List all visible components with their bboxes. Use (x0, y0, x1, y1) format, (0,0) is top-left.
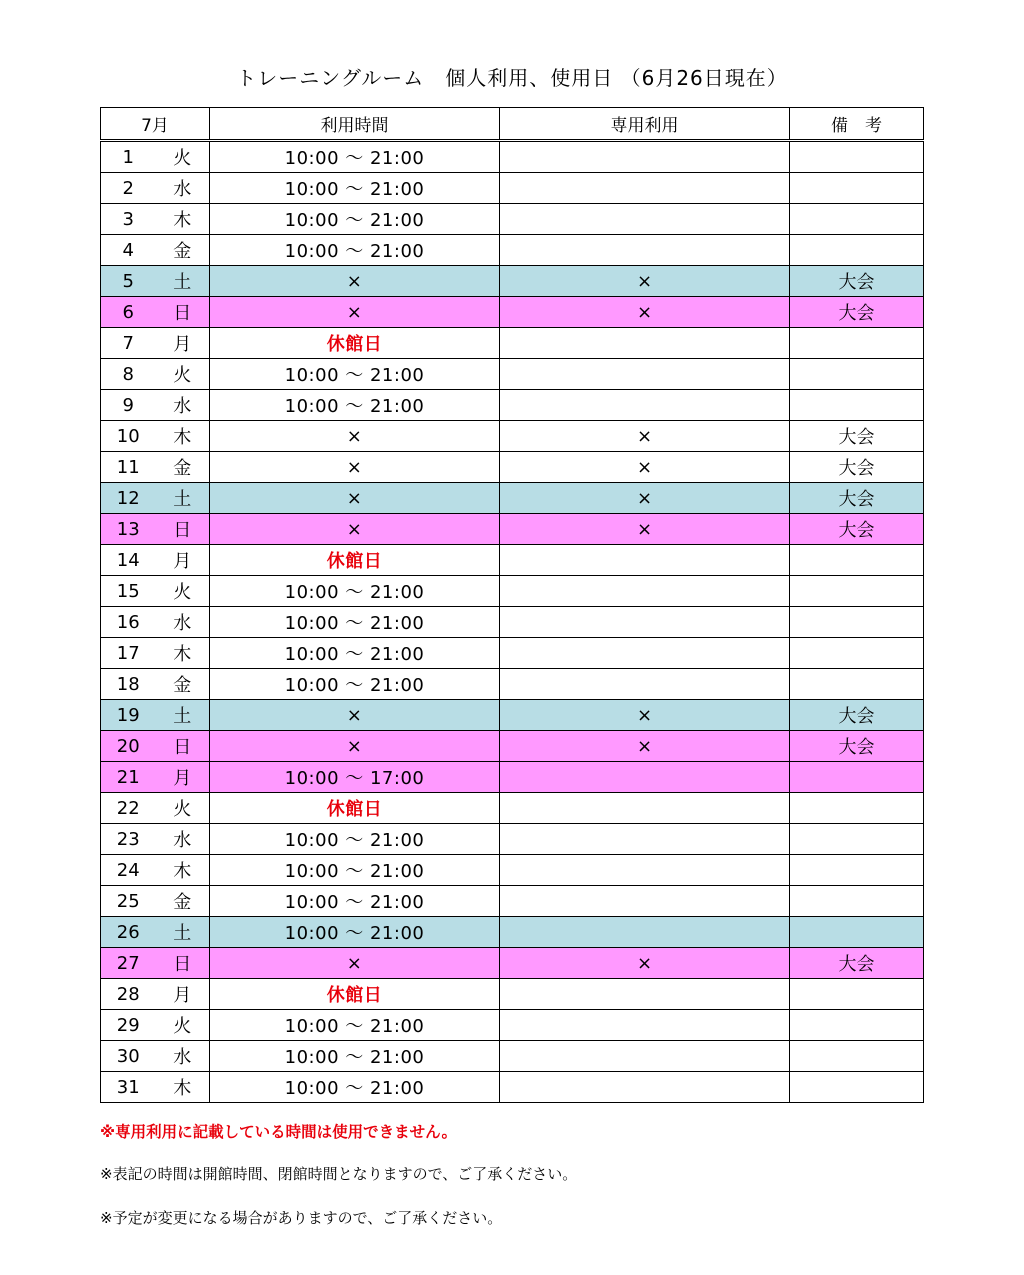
weekday-cell: 土 (156, 917, 210, 948)
day-cell: 6 (101, 297, 156, 328)
table-row (101, 731, 924, 762)
dedicated-cell: × (500, 700, 790, 731)
weekday-cell: 木 (156, 421, 210, 452)
weekday-cell: 金 (156, 452, 210, 483)
schedule-table (100, 107, 924, 1103)
table-row (101, 979, 924, 1010)
day-cell: 11 (101, 452, 156, 483)
hours-cell: × (210, 731, 500, 762)
remarks-cell: 大会 (790, 514, 924, 545)
hours-cell: × (210, 421, 500, 452)
day-cell: 25 (101, 886, 156, 917)
table-row (101, 545, 924, 576)
day-cell: 12 (101, 483, 156, 514)
remarks-cell (790, 607, 924, 638)
remarks-cell (790, 545, 924, 576)
page-title: トレーニングルーム 個人利用、使用日 （6月26日現在） (236, 66, 788, 90)
dedicated-cell (500, 1072, 790, 1103)
dedicated-cell: × (500, 731, 790, 762)
day-cell: 26 (101, 917, 156, 948)
dedicated-cell: × (500, 266, 790, 297)
weekday-cell: 火 (156, 1010, 210, 1041)
table-row (101, 204, 924, 235)
table-row (101, 421, 924, 452)
remarks-cell (790, 824, 924, 855)
dedicated-cell (500, 917, 790, 948)
weekday-cell: 金 (156, 669, 210, 700)
weekday-cell: 月 (156, 762, 210, 793)
remarks-cell (790, 762, 924, 793)
remarks-cell (790, 204, 924, 235)
remarks-cell (790, 1041, 924, 1072)
dedicated-cell: × (500, 483, 790, 514)
remarks-cell: 大会 (790, 421, 924, 452)
hours-cell: 10:00 ～ 17:00 (210, 762, 500, 793)
weekday-cell: 火 (156, 576, 210, 607)
remarks-cell (790, 793, 924, 824)
header-row (101, 108, 924, 141)
dedicated-cell (500, 793, 790, 824)
dedicated-cell (500, 545, 790, 576)
hours-cell: 休館日 (210, 793, 500, 824)
day-cell: 31 (101, 1072, 156, 1103)
table-row (101, 638, 924, 669)
weekday-cell: 木 (156, 1072, 210, 1103)
table-row (101, 1010, 924, 1041)
day-cell: 17 (101, 638, 156, 669)
table-row (101, 297, 924, 328)
hours-cell: 10:00 ～ 21:00 (210, 855, 500, 886)
dedicated-cell (500, 173, 790, 204)
schedule-body (101, 141, 924, 1103)
hours-cell: 休館日 (210, 328, 500, 359)
weekday-cell: 金 (156, 886, 210, 917)
day-cell: 10 (101, 421, 156, 452)
hours-cell: 10:00 ～ 21:00 (210, 824, 500, 855)
table-row (101, 173, 924, 204)
weekday-cell: 月 (156, 328, 210, 359)
remarks-cell (790, 1072, 924, 1103)
dedicated-cell (500, 1010, 790, 1041)
day-cell: 20 (101, 731, 156, 762)
hours-cell: 10:00 ～ 21:00 (210, 576, 500, 607)
weekday-cell: 火 (156, 793, 210, 824)
day-cell: 21 (101, 762, 156, 793)
table-row (101, 141, 924, 173)
remarks-cell (790, 979, 924, 1010)
hours-cell: 10:00 ～ 21:00 (210, 886, 500, 917)
remarks-cell (790, 141, 924, 173)
weekday-cell: 日 (156, 948, 210, 979)
hours-cell: 10:00 ～ 21:00 (210, 607, 500, 638)
weekday-cell: 木 (156, 638, 210, 669)
weekday-cell: 火 (156, 141, 210, 173)
table-row (101, 359, 924, 390)
weekday-cell: 水 (156, 1041, 210, 1072)
table-row (101, 514, 924, 545)
weekday-cell: 日 (156, 731, 210, 762)
dedicated-cell (500, 762, 790, 793)
dedicated-cell (500, 979, 790, 1010)
weekday-cell: 土 (156, 700, 210, 731)
warning-note: ※専用利用に記載している時間は使用できません。 (100, 1123, 458, 1141)
day-cell: 1 (101, 141, 156, 173)
remarks-cell (790, 917, 924, 948)
hours-cell: 10:00 ～ 21:00 (210, 669, 500, 700)
hours-cell: 休館日 (210, 979, 500, 1010)
table-row (101, 824, 924, 855)
hours-cell: 10:00 ～ 21:00 (210, 638, 500, 669)
remarks-cell: 大会 (790, 452, 924, 483)
table-row (101, 607, 924, 638)
dedicated-cell: × (500, 948, 790, 979)
dedicated-cell (500, 855, 790, 886)
hours-cell: × (210, 700, 500, 731)
remarks-cell: 大会 (790, 483, 924, 514)
hours-cell: 10:00 ～ 21:00 (210, 173, 500, 204)
hours-cell: × (210, 514, 500, 545)
hours-cell: 休館日 (210, 545, 500, 576)
remarks-cell (790, 1010, 924, 1041)
weekday-cell: 月 (156, 545, 210, 576)
table-row (101, 1041, 924, 1072)
remarks-cell: 大会 (790, 700, 924, 731)
day-cell: 15 (101, 576, 156, 607)
header-remarks: 備 考 (790, 108, 924, 141)
dedicated-cell (500, 204, 790, 235)
table-row (101, 576, 924, 607)
table-row (101, 669, 924, 700)
dedicated-cell (500, 235, 790, 266)
hours-cell: 10:00 ～ 21:00 (210, 1072, 500, 1103)
day-cell: 29 (101, 1010, 156, 1041)
hours-cell: 10:00 ～ 21:00 (210, 359, 500, 390)
day-cell: 24 (101, 855, 156, 886)
table-row (101, 328, 924, 359)
dedicated-cell (500, 669, 790, 700)
header-hours: 利用時間 (210, 108, 500, 141)
dedicated-cell: × (500, 297, 790, 328)
hours-cell: 10:00 ～ 21:00 (210, 390, 500, 421)
dedicated-cell (500, 141, 790, 173)
day-cell: 2 (101, 173, 156, 204)
dedicated-cell: × (500, 514, 790, 545)
weekday-cell: 木 (156, 855, 210, 886)
day-cell: 4 (101, 235, 156, 266)
remarks-cell (790, 390, 924, 421)
remarks-cell (790, 855, 924, 886)
table-row (101, 452, 924, 483)
table-row (101, 793, 924, 824)
remarks-cell (790, 173, 924, 204)
remarks-cell (790, 638, 924, 669)
table-row (101, 483, 924, 514)
remarks-cell: 大会 (790, 297, 924, 328)
note-schedule-change: ※予定が変更になる場合がありますので、ご了承ください。 (100, 1209, 503, 1227)
table-row (101, 762, 924, 793)
remarks-cell: 大会 (790, 266, 924, 297)
day-cell: 23 (101, 824, 156, 855)
hours-cell: × (210, 297, 500, 328)
remarks-cell (790, 235, 924, 266)
hours-cell: 10:00 ～ 21:00 (210, 141, 500, 173)
remarks-cell (790, 576, 924, 607)
remarks-cell (790, 328, 924, 359)
note-opening-hours: ※表記の時間は開館時間、閉館時間となりますので、ご了承ください。 (100, 1165, 578, 1183)
weekday-cell: 土 (156, 483, 210, 514)
table-row (101, 266, 924, 297)
day-cell: 8 (101, 359, 156, 390)
dedicated-cell (500, 886, 790, 917)
hours-cell: × (210, 483, 500, 514)
weekday-cell: 日 (156, 514, 210, 545)
hours-cell: × (210, 266, 500, 297)
weekday-cell: 日 (156, 297, 210, 328)
remarks-cell (790, 669, 924, 700)
dedicated-cell (500, 607, 790, 638)
hours-cell: × (210, 452, 500, 483)
dedicated-cell: × (500, 421, 790, 452)
day-cell: 16 (101, 607, 156, 638)
day-cell: 9 (101, 390, 156, 421)
day-cell: 7 (101, 328, 156, 359)
header-month: 7月 (101, 108, 210, 141)
dedicated-cell (500, 824, 790, 855)
day-cell: 19 (101, 700, 156, 731)
day-cell: 27 (101, 948, 156, 979)
weekday-cell: 土 (156, 266, 210, 297)
weekday-cell: 水 (156, 824, 210, 855)
weekday-cell: 金 (156, 235, 210, 266)
day-cell: 13 (101, 514, 156, 545)
dedicated-cell (500, 390, 790, 421)
table-row (101, 855, 924, 886)
hours-cell: 10:00 ～ 21:00 (210, 204, 500, 235)
day-cell: 18 (101, 669, 156, 700)
dedicated-cell (500, 359, 790, 390)
remarks-cell: 大会 (790, 731, 924, 762)
hours-cell: 10:00 ～ 21:00 (210, 917, 500, 948)
day-cell: 28 (101, 979, 156, 1010)
day-cell: 30 (101, 1041, 156, 1072)
table-row (101, 1072, 924, 1103)
remarks-cell (790, 359, 924, 390)
hours-cell: × (210, 948, 500, 979)
dedicated-cell (500, 638, 790, 669)
dedicated-cell (500, 1041, 790, 1072)
weekday-cell: 月 (156, 979, 210, 1010)
dedicated-cell (500, 328, 790, 359)
weekday-cell: 木 (156, 204, 210, 235)
dedicated-cell: × (500, 452, 790, 483)
table-row (101, 886, 924, 917)
table-row (101, 700, 924, 731)
day-cell: 14 (101, 545, 156, 576)
weekday-cell: 水 (156, 390, 210, 421)
hours-cell: 10:00 ～ 21:00 (210, 1041, 500, 1072)
day-cell: 3 (101, 204, 156, 235)
weekday-cell: 水 (156, 607, 210, 638)
hours-cell: 10:00 ～ 21:00 (210, 1010, 500, 1041)
table-row (101, 948, 924, 979)
weekday-cell: 火 (156, 359, 210, 390)
hours-cell: 10:00 ～ 21:00 (210, 235, 500, 266)
table-row (101, 235, 924, 266)
table-row (101, 390, 924, 421)
dedicated-cell (500, 576, 790, 607)
remarks-cell (790, 886, 924, 917)
day-cell: 22 (101, 793, 156, 824)
day-cell: 5 (101, 266, 156, 297)
table-row (101, 917, 924, 948)
remarks-cell: 大会 (790, 948, 924, 979)
weekday-cell: 水 (156, 173, 210, 204)
header-dedicated: 専用利用 (500, 108, 790, 141)
